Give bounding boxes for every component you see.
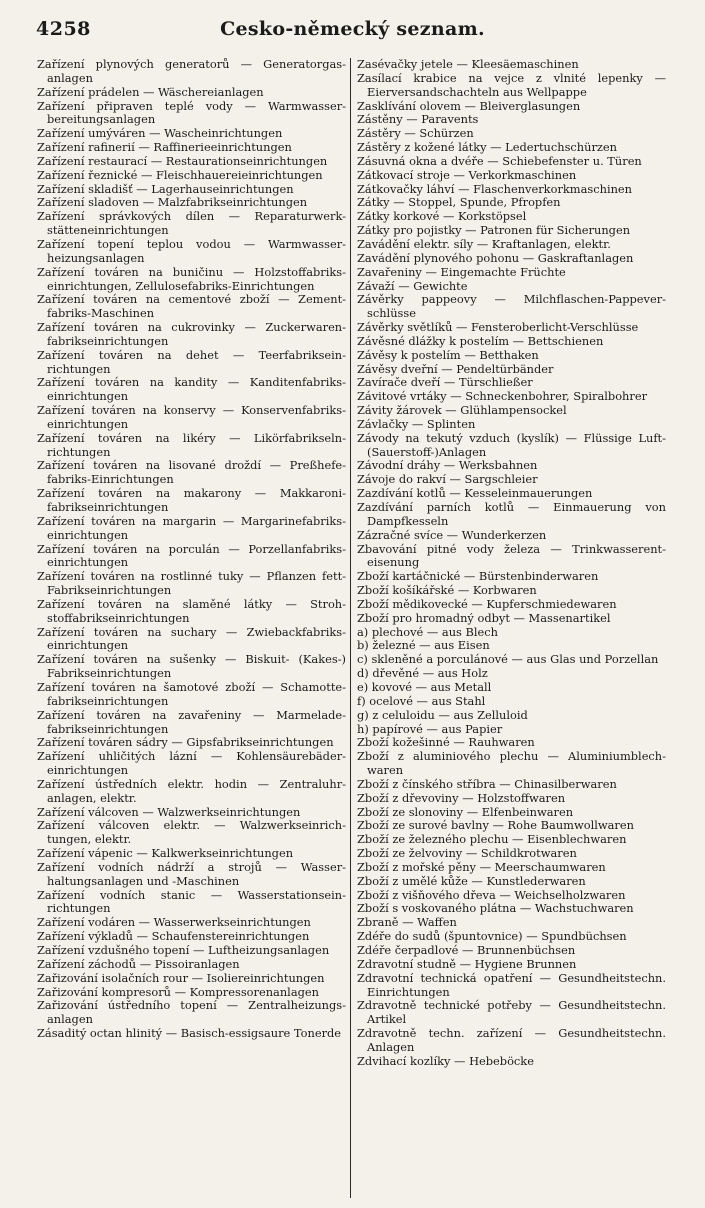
index-entry: Zásuvná okna a dvéře — Schiebefenster u. Türen xyxy=(357,153,642,168)
index-entry: Zařizování kompresorů — Kompressorenanlagen xyxy=(37,984,319,999)
index-entry: Zařízení vápenic — Kalkwerkseinrichtungen xyxy=(37,846,294,861)
index-entry: Zařízení topení teplou vodou — Warmwasser-heizungsanlagen xyxy=(37,236,346,265)
index-entry: Zařízení továren na konservy — Konservenfabriks-einrichtungen xyxy=(37,403,346,431)
index-entry: Zařízení továren na zavařeniny — Marmelade-fabrikseinrichtungen xyxy=(37,707,346,736)
index-entry: Zasklívání olovem — Bleiverglasungen xyxy=(357,98,581,113)
index-entry: Zátky korkové — Korkstöpsel xyxy=(357,209,527,224)
column-divider xyxy=(350,58,351,1198)
index-entry: Zařízení rafinerií — Raffinerieeinrichtungen xyxy=(37,140,292,155)
index-entry: Zboží ze surové bavlny — Rohe Baumwollwaren xyxy=(357,818,634,833)
index-entry: Zdéře do sudů (špuntovnice) — Spundbüchsen xyxy=(357,929,627,944)
index-entry: Zařízení továren na kandity — Kanditenfabriks-einrichtungen xyxy=(37,375,346,404)
index-entry: Zboží z aluminiového plechu — Aluminiumblech-waren xyxy=(357,749,666,778)
index-entry: Zařízení sladoven — Malzfabrikseinrichtungen xyxy=(37,195,308,210)
index-entry: Zavírače dveří — Türschließer xyxy=(357,375,533,390)
index-entry: Zařízení továren na slaměné látky — Stroh-stoffabrikseinrichtungen xyxy=(37,596,346,625)
index-entry: Zařízení továren na makarony — Makkaroni-fabrikseinrichtungen xyxy=(37,486,346,514)
index-entry: Zboží z mořské pěny — Meerschaumwaren xyxy=(357,859,606,874)
index-entry: Zařízení továren na margarin — Margarinefabriks-einrichtungen xyxy=(37,513,346,542)
index-entry: Zboží košíkářské — Korbwaren xyxy=(357,583,537,598)
index-entry: Zařízení umýváren — Wascheinrichtungen xyxy=(37,126,283,141)
index-entry: Zařízení vodních nádrží a strojů — Wasser-haltungsanlagen und -Maschinen xyxy=(37,859,346,888)
index-entry: Závěrky světlíků — Fensteroberlicht-Verschlüsse xyxy=(357,320,639,335)
index-entry: Závěsy k postelím — Betthaken xyxy=(357,347,539,362)
index-entry: Závěrky pappeovy — Milchflaschen-Pappever-schlüsse xyxy=(357,292,666,321)
index-entry: Zařízení prádelen — Wäschereianlagen xyxy=(37,84,264,99)
index-entry: Zdravotní technická opatření — Gesundheitstechn. Einrichtungen xyxy=(357,970,666,999)
index-entry: Zařízení ústředních elektr. hodin — Zentraluhr-anlagen, elektr. xyxy=(37,776,346,805)
index-entry: Zdravotně technické potřeby — Gesundheitstechn. Artikel xyxy=(357,998,666,1027)
index-entry: Zasílací krabice na vejce z vlnité lepenky — Eierversandschachteln aus Wellpappe xyxy=(357,70,666,99)
index-entry: Zboží z umělé kůže — Kunstlederwaren xyxy=(357,873,586,888)
index-entry: d) dřevěné — aus Holz xyxy=(357,666,488,681)
index-entry: Zboží ze želvoviny — Schildkrotwaren xyxy=(357,846,577,861)
index-entry: Zavádění plynového pohonu — Gaskraftanlagen xyxy=(357,250,634,265)
index-entry: e) kovové — aus Metall xyxy=(357,679,492,694)
index-entry: Zbraně — Waffen xyxy=(357,915,457,930)
index-entry: b) železné — aus Eisen xyxy=(357,638,490,653)
index-entry: Zázračné svíce — Wunderkerzen xyxy=(357,527,547,542)
page-title: Cesko-německý seznam. xyxy=(220,18,485,40)
index-entry: Závoje do rakví — Sargschleier xyxy=(357,472,538,487)
index-entry: a) plechové — aus Blech xyxy=(357,624,498,639)
index-entry: Zazdívání parních kotlů — Einmauerung von Dampfkesseln xyxy=(357,500,666,528)
index-entry: Zařízení skladišť — Lagerhauseinrichtungen xyxy=(37,181,294,196)
index-entry: Zástěry — Schürzen xyxy=(357,126,474,141)
index-entry: Zbavování pitné vody železa — Trinkwasserent-eisenung xyxy=(357,541,666,570)
index-entry: Zátky — Stoppel, Spunde, Pfropfen xyxy=(357,195,561,210)
index-entry: Zařízení řeznické — Fleischhauereieinrichtungen xyxy=(37,167,323,182)
index-entry: Zařízení továren na lisované droždí — Preßhefe-fabriks-Einrichtungen xyxy=(37,458,346,487)
index-entry: Zařizování isolačních rour — Isoliereinrichtungen xyxy=(37,970,325,985)
index-entry: Zástěny — Paravents xyxy=(357,112,479,127)
index-entry: Zařízení vodáren — Wasserwerkseinrichtungen xyxy=(37,915,311,930)
index-entry: Zboží pro hromadný odbyt — Massenartikel xyxy=(357,610,611,625)
index-entry: Závodní dráhy — Werksbahnen xyxy=(357,458,538,473)
page-header xyxy=(36,18,669,42)
index-entry: Zboží z višňového dřeva — Weichselholzwaren xyxy=(357,887,626,902)
index-entry: Zboží kartáčnické — Bürstenbinderwaren xyxy=(357,569,599,584)
index-entry: Zařízení restaurací — Restaurationseinrichtungen xyxy=(37,153,328,168)
index-entry: Zavádění elektr. síly — Kraftanlagen, elektr. xyxy=(357,236,611,251)
index-entry: Zboží s voskovaného plátna — Wachstuchwaren xyxy=(357,901,634,916)
index-entry: Závody na tekutý vzduch (kyslík) — Flüssige Luft- (Sauerstoff-)Anlagen xyxy=(357,430,666,459)
index-entry: f) ocelové — aus Stahl xyxy=(357,693,486,708)
index-entry: Zařízení továren na cukrovinky — Zuckerwaren-fabrikseinrichtungen xyxy=(37,320,346,348)
index-entry: Závěsné dlážky k postelím — Bettschienen xyxy=(357,333,604,348)
index-entry: Závity žárovek — Glühlampensockel xyxy=(357,403,567,418)
index-entry: Zboží z čínského stříbra — Chinasilberwaren xyxy=(357,776,617,791)
right-column xyxy=(357,58,666,1069)
index-entry: Zařízení vzdušného topení — Luftheizungsanlagen xyxy=(37,943,330,957)
index-entry: Zařízení vodních stanic — Wasserstationsein-richtungen xyxy=(37,887,346,916)
index-entry: Zařízení továren na buničinu — Holzstoffabriks-einrichtungen, Zellulosefabriks-Einrichtungen xyxy=(37,264,346,293)
page-number: 4258 xyxy=(36,18,91,40)
index-entry: Zátkovací stroje — Verkorkmaschinen xyxy=(357,167,577,182)
index-entry: Zboží kožešinné — Rauhwaren xyxy=(357,735,535,750)
index-entry: Zboží mědikovecké — Kupferschmiedewaren xyxy=(357,596,617,611)
index-entry: Zboží ze slonoviny — Elfenbeinwaren xyxy=(357,804,574,819)
index-entry: Zařízení uhličitých lázní — Kohlensäurebäder-einrichtungen xyxy=(37,749,346,778)
index-entry: Zařízení továren sádry — Gipsfabrikseinrichtungen xyxy=(37,735,334,750)
left-column xyxy=(37,58,346,1041)
index-entry: Zdéře čerpadlové — Brunnenbüchsen xyxy=(357,943,576,957)
index-entry: Zdvihací kozlíky — Hebeböcke xyxy=(357,1053,534,1068)
index-entry: Zařízení továren na likéry — Likörfabrikseln-richtungen xyxy=(37,430,346,459)
index-entry: Zasévačky jetele — Kleesäemaschinen xyxy=(357,57,579,71)
index-entry: Zařízení továren na cementové zboží — Zement-fabriks-Maschinen xyxy=(37,292,346,321)
index-entry: Zařízení továren na porculán — Porzellanfabriks-einrichtungen xyxy=(37,541,346,570)
index-entry: Zazdívání kotlů — Kesseleinmauerungen xyxy=(357,486,593,501)
index-entry: Zařízení továren na dehet — Teerfabriksein-richtungen xyxy=(37,347,346,376)
index-entry: Zařízení připraven teplé vody — Warmwasser-bereitungsanlagen xyxy=(37,98,346,127)
index-entry: c) skleněné a porculánové — aus Glas und Porzellan xyxy=(357,652,659,667)
index-entry: Zařízení válcoven elektr. — Walzwerkseinrich-tungen, elektr. xyxy=(37,818,346,847)
index-entry: Zdravotně techn. zařízení — Gesundheitstechn. Anlagen xyxy=(357,1026,666,1054)
index-entry: Závlačky — Splinten xyxy=(357,416,476,431)
index-entry: Zavařeniny — Eingemachte Früchte xyxy=(357,264,566,279)
index-entry: Zařízení továren na šamotové zboží — Schamotte-fabrikseinrichtungen xyxy=(37,679,346,708)
index-entry: Závěsy dveřní — Pendeltürbänder xyxy=(357,361,554,376)
index-entry: Zařízení továren na suchary — Zwiebackfabriks-einrichtungen xyxy=(37,624,346,653)
index-entry: Zařízení plynových generatorů — Generatorgas-anlagen xyxy=(37,57,346,85)
index-entry: Zařízení záchodů — Pissoiranlagen xyxy=(37,956,240,971)
index-entry: Zařízení továren na sušenky — Biskuit- (Kakes-) Fabrikseinrichtungen xyxy=(37,652,346,681)
index-entry: Zdravotní studně — Hygiene Brunnen xyxy=(357,956,577,971)
index-entry: h) papírové — aus Papier xyxy=(357,721,503,736)
index-entry: Zátkovačky láhví — Flaschenverkorkmaschinen xyxy=(357,181,632,196)
index-entry: Zboží z dřevoviny — Holzstoffwaren xyxy=(357,790,566,805)
index-entry: g) z celuloidu — aus Zelluloid xyxy=(357,707,528,722)
index-entry: Zařízení továren na rostlinné tuky — Pflanzen fett-Fabrikseinrichtungen xyxy=(37,569,346,598)
index-entry: Závaží — Gewichte xyxy=(357,278,468,293)
index-entry: Zařízení výkladů — Schaufenstereinrichtungen xyxy=(37,929,310,944)
index-entry: Zařízení správkových dílen — Reparaturwerk-stätteneinrichtungen xyxy=(37,209,346,238)
index-entry: Zařízení válcoven — Walzwerkseinrichtungen xyxy=(37,804,301,819)
index-entry: Zástěry z kožené látky — Ledertuchschürzen xyxy=(357,140,618,155)
index-entry: Zařizování ústředního topení — Zentralheizungs-anlagen xyxy=(37,998,346,1027)
index-entry: Zboží ze železného plechu — Eisenblechwaren xyxy=(357,832,627,847)
index-entry: Závitové vrtáky — Schneckenbohrer, Spiralbohrer xyxy=(357,389,648,404)
index-entry: Zásaditý octan hlinitý — Basisch-essigsaure Tonerde xyxy=(37,1026,342,1041)
index-entry: Zátky pro pojistky — Patronen für Sicherungen xyxy=(357,223,631,238)
